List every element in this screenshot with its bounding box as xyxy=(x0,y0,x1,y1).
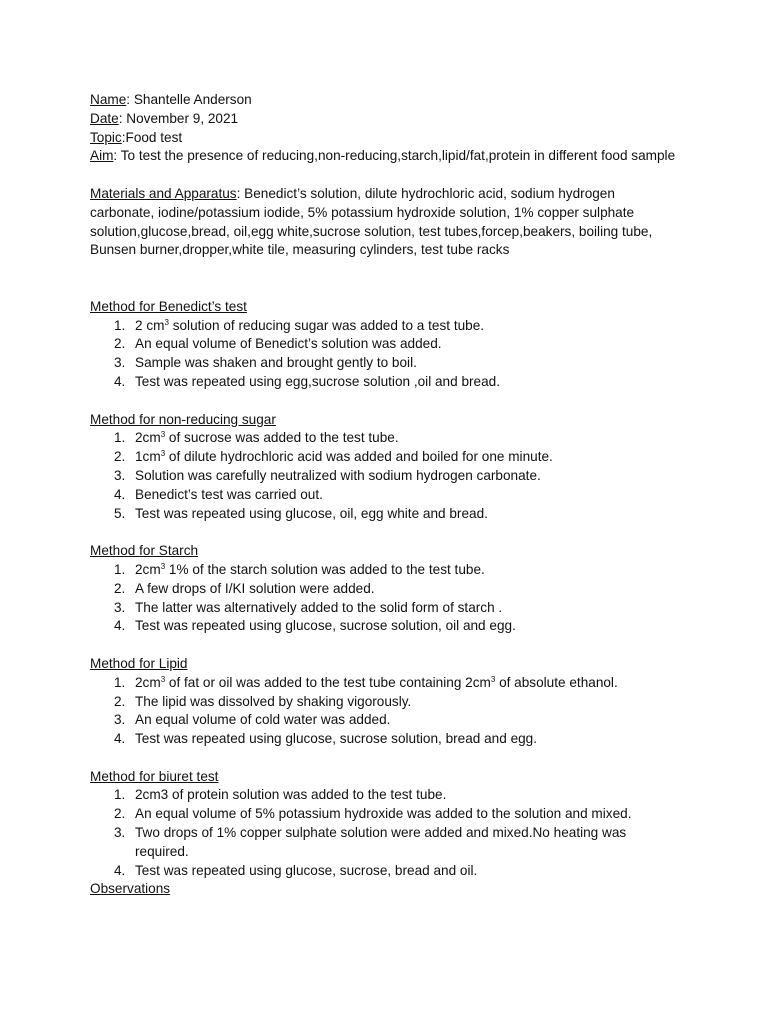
step-text: 2cm xyxy=(135,430,161,446)
step-text: Sample was shaken and brought gently to boil. xyxy=(135,355,417,371)
nonreducing-heading: Method for non-reducing sugar xyxy=(90,411,276,427)
starch-heading: Method for Starch xyxy=(90,543,199,559)
item-number: 3. xyxy=(114,712,126,728)
step-text: 1cm xyxy=(135,449,161,465)
item-number: 1. xyxy=(114,787,126,803)
item-number: 4. xyxy=(114,486,126,502)
list-item xyxy=(90,786,680,805)
list-item xyxy=(90,693,680,712)
step-text: A few drops of I/KI solution were added. xyxy=(135,580,375,596)
list-item xyxy=(90,429,680,448)
item-number: 1. xyxy=(114,430,126,446)
lipid-heading: Method for Lipid xyxy=(90,655,188,671)
item-number: 3. xyxy=(114,599,126,615)
superscript: 3 xyxy=(164,317,169,327)
item-number: 5. xyxy=(114,505,126,521)
step-text: 2cm xyxy=(135,674,161,690)
list-item xyxy=(90,824,680,862)
superscript: 3 xyxy=(490,674,496,684)
name-value: : Shantelle Anderson xyxy=(126,92,252,107)
starch-steps xyxy=(90,561,680,636)
date-line xyxy=(90,110,680,129)
step-text: Two drops of 1% copper sulphate solution were added and mixed.No heating was required. xyxy=(135,825,627,859)
document-page xyxy=(90,91,680,899)
spacer xyxy=(90,749,680,768)
step-text: An equal volume of 5% potassium hydroxide was added to the solution and mixed. xyxy=(135,806,632,822)
item-number: 3. xyxy=(114,467,126,483)
item-number: 2. xyxy=(114,580,126,596)
benedict-steps xyxy=(90,317,680,392)
step-text: of absolute ethanol. xyxy=(495,674,618,690)
name-line xyxy=(90,91,680,110)
step-text: Test was repeated using glucose, sucrose solution, oil and egg. xyxy=(135,618,516,634)
step-text: Solution was carefully neutralized with sodium hydrogen carbonate. xyxy=(135,467,541,483)
topic-label: Topic xyxy=(90,129,122,145)
list-item xyxy=(90,617,680,636)
step-text: Test was repeated using glucose, oil, egg white and bread. xyxy=(135,505,488,521)
step-text: 2cm3 of protein solution was added to the test tube. xyxy=(135,787,447,803)
biuret-steps xyxy=(90,786,680,880)
step-text: 2cm xyxy=(135,561,161,577)
superscript: 3 xyxy=(160,430,166,440)
list-item xyxy=(90,317,680,336)
list-item xyxy=(90,599,680,618)
topic-line xyxy=(90,129,680,148)
step-text: of fat or oil was added to the test tube containing 2cm xyxy=(165,674,491,690)
step-text: Test was repeated using glucose, sucrose solution, bread and egg. xyxy=(135,731,538,747)
aim-line xyxy=(90,147,680,166)
item-number: 3. xyxy=(114,825,126,841)
item-number: 4. xyxy=(114,373,126,389)
item-number: 4. xyxy=(114,862,126,878)
step-text: solution of reducing sugar was added to a test tube. xyxy=(168,317,485,333)
benedict-heading: Method for Benedict’s test xyxy=(90,298,247,314)
item-number: 2. xyxy=(114,693,126,709)
lipid-steps xyxy=(90,674,680,749)
superscript: 3 xyxy=(160,449,166,459)
materials-label: Materials and Apparatus xyxy=(90,185,237,201)
list-item xyxy=(90,448,680,467)
materials-paragraph xyxy=(90,185,680,260)
item-number: 4. xyxy=(114,731,126,747)
step-text: Test was repeated using egg,sucrose solution ,oil and bread. xyxy=(135,373,500,389)
list-item xyxy=(90,730,680,749)
list-item xyxy=(90,354,680,373)
item-number: 1. xyxy=(114,317,126,333)
step-text: Benedict’s test was carried out. xyxy=(135,486,323,502)
list-item xyxy=(90,335,680,354)
spacer xyxy=(90,260,680,298)
list-item xyxy=(90,674,680,693)
observations-heading: Observations xyxy=(90,881,171,897)
step-text: An equal volume of Benedict’s solution was added. xyxy=(135,336,442,352)
list-item xyxy=(90,862,680,881)
biuret-heading: Method for biuret test xyxy=(90,768,219,784)
list-item xyxy=(90,373,680,392)
spacer xyxy=(90,636,680,655)
item-number: 4. xyxy=(114,618,126,634)
nonreducing-steps xyxy=(90,429,680,523)
item-number: 1. xyxy=(114,674,126,690)
step-text: of sucrose was added to the test tube. xyxy=(165,430,399,446)
list-item xyxy=(90,805,680,824)
list-item xyxy=(90,505,680,524)
topic-value: :Food test xyxy=(121,129,183,145)
spacer xyxy=(90,523,680,542)
step-text: 2 cm xyxy=(135,317,165,333)
item-number: 2. xyxy=(114,336,126,352)
spacer xyxy=(90,392,680,411)
item-number: 2. xyxy=(114,449,126,465)
step-text: The latter was alternatively added to the solid form of starch . xyxy=(135,599,503,615)
item-number: 2. xyxy=(114,806,126,822)
aim-label: Aim xyxy=(90,148,114,164)
step-text: An equal volume of cold water was added. xyxy=(135,712,391,728)
list-item xyxy=(90,561,680,580)
superscript: 3 xyxy=(160,561,166,571)
materials-text: : Benedict’s solution, dilute hydrochloric acid, sodium hydrogen carbonate, iodine/potassium iodide, 5% potassium hydroxide solution, 1% copper sulphate solution,glucose,bread, oil,egg white,sucrose solution, test tubes,forcep,beakers, boiling tube, Bunsen burner,dropper,white tile, measuring cylinders, test tube racks xyxy=(90,185,653,258)
step-text: The lipid was dissolved by shaking vigorously. xyxy=(135,693,412,709)
superscript: 3 xyxy=(160,674,166,684)
aim-value: : To test the presence of reducing,non-reducing,starch,lipid/fat,protein in different food sample xyxy=(113,148,676,164)
list-item xyxy=(90,580,680,599)
date-label: Date xyxy=(90,110,119,126)
list-item xyxy=(90,711,680,730)
item-number: 1. xyxy=(114,561,126,577)
list-item xyxy=(90,486,680,505)
spacer xyxy=(90,166,680,185)
name-label: Name xyxy=(90,92,127,107)
item-number: 3. xyxy=(114,355,126,371)
list-item xyxy=(90,467,680,486)
step-text: of dilute hydrochloric acid was added and boiled for one minute. xyxy=(165,449,553,465)
date-value: : November 9, 2021 xyxy=(118,110,239,126)
step-text: Test was repeated using glucose, sucrose, bread and oil. xyxy=(135,862,478,878)
step-text: 1% of the starch solution was added to the test tube. xyxy=(165,561,485,577)
